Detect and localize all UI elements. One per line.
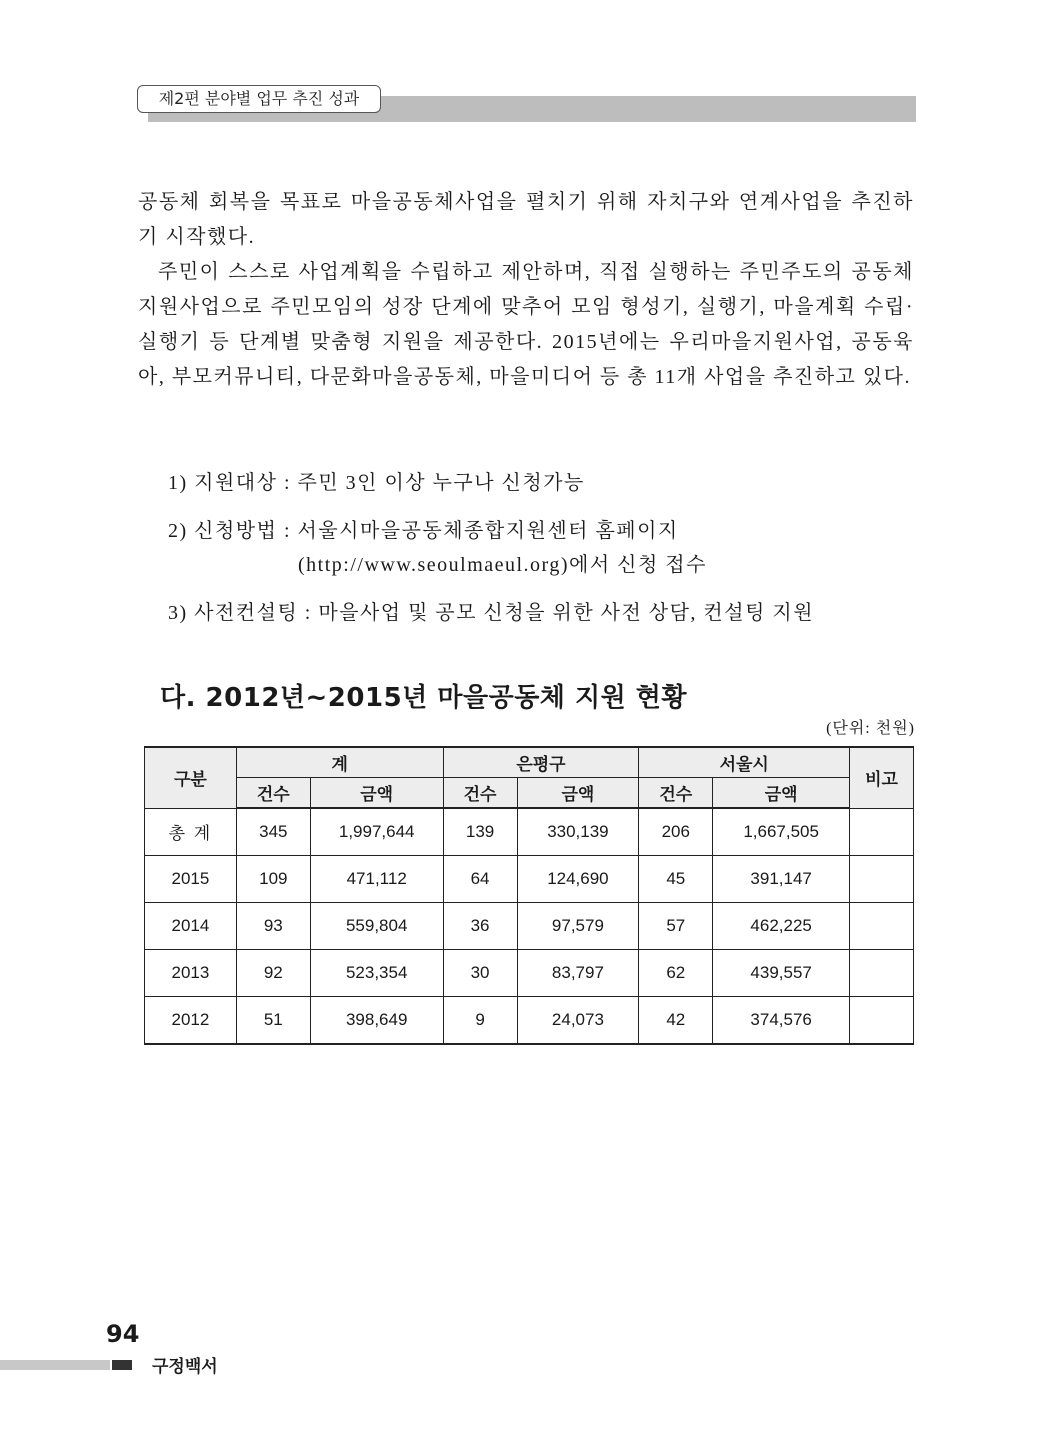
cell-value: 374,576 [713,997,850,1045]
cell-remarks [850,808,914,856]
section-title: 다. 2012년~2015년 마을공동체 지원 현황 [160,683,687,713]
cell-value: 1,667,505 [713,808,850,856]
cell-value: 30 [443,950,517,997]
table-row [145,808,914,856]
list-item-method: 2) 신청방법 : 서울시마을공동체종합지원센터 홈페이지 [168,520,679,542]
cell-value: 24,073 [517,997,639,1045]
cell-value: 57 [639,903,713,950]
cell-value: 439,557 [713,950,850,997]
cell-remarks [850,997,914,1045]
cell-category: 2015 [145,856,237,903]
cell-value: 83,797 [517,950,639,997]
support-status-table [144,746,914,1045]
subheader-amount: 금액 [517,778,639,809]
cell-value: 523,354 [310,950,443,997]
cell-value: 462,225 [713,903,850,950]
paragraph-2: 주민이 스스로 사업계획을 수립하고 제안하며, 직접 실행하는 주민주도의 공동체 지원사업으로 주민모임의 성장 단계에 맞추어 모임 형성기, 실행기, 마을계획 수립·실행기 등 단계별 맞춤형 지원을 제공한다. 2015년에는 우리마을지원사업, 공동육아, 부모커뮤니티, 다문화마을공동체, 마을미디어 등 총 11개 사업을 추진하고 있다. [138,261,914,388]
cell-category: 2012 [145,997,237,1045]
cell-value: 559,804 [310,903,443,950]
cell-remarks [850,903,914,950]
cell-value: 1,997,644 [310,808,443,856]
list-item-target: 1) 지원대상 : 주민 3인 이상 누구나 신청가능 [168,472,585,494]
list-item-method-url: (http://www.seoulmaeul.org)에서 신청 접수 [168,554,707,576]
cell-value: 42 [639,997,713,1045]
cell-value: 93 [236,903,310,950]
header-seoul: 서울시 [639,747,850,778]
cell-value: 124,690 [517,856,639,903]
body-text [138,185,914,395]
subheader-amount: 금액 [310,778,443,809]
unit-label: (단위: 천원) [826,720,915,737]
cell-remarks [850,950,914,997]
page-number: 94 [106,1320,140,1348]
cell-value: 330,139 [517,808,639,856]
cell-value: 9 [443,997,517,1045]
paragraph-1: 공동체 회복을 목표로 마을공동체사업을 펼치기 위해 자치구와 연계사업을 추진하기 시작했다. [138,191,914,248]
cell-value: 398,649 [310,997,443,1045]
subheader-count: 건수 [639,778,713,809]
cell-value: 345 [236,808,310,856]
cell-value: 97,579 [517,903,639,950]
footer-block [112,1360,132,1370]
subheader-amount: 금액 [713,778,850,809]
header-remarks: 비고 [850,747,914,808]
header-total: 계 [236,747,443,778]
table-row [145,856,914,903]
cell-value: 471,112 [310,856,443,903]
table-subheader-row [145,778,914,809]
cell-value: 139 [443,808,517,856]
cell-category: 총 계 [145,808,237,856]
table-header-row [145,747,914,778]
cell-value: 36 [443,903,517,950]
cell-category: 2014 [145,903,237,950]
cell-value: 391,147 [713,856,850,903]
chapter-tab: 제2편 분야별 업무 추진 성과 [137,85,381,113]
cell-remarks [850,856,914,903]
cell-value: 64 [443,856,517,903]
cell-value: 92 [236,950,310,997]
cell-value: 62 [639,950,713,997]
table-row [145,950,914,997]
cell-category: 2013 [145,950,237,997]
table-row [145,997,914,1045]
cell-value: 206 [639,808,713,856]
header-category: 구분 [145,747,237,808]
table-row [145,903,914,950]
cell-value: 45 [639,856,713,903]
subheader-count: 건수 [236,778,310,809]
subheader-count: 건수 [443,778,517,809]
footer-bar [0,1360,110,1370]
cell-value: 51 [236,997,310,1045]
cell-value: 109 [236,856,310,903]
book-title: 구정백서 [152,1357,218,1377]
header-eunpyeong: 은평구 [443,747,639,778]
list-item-consulting: 3) 사전컨설팅 : 마을사업 및 공모 신청을 위한 사전 상담, 컨설팅 지원 [168,602,815,624]
